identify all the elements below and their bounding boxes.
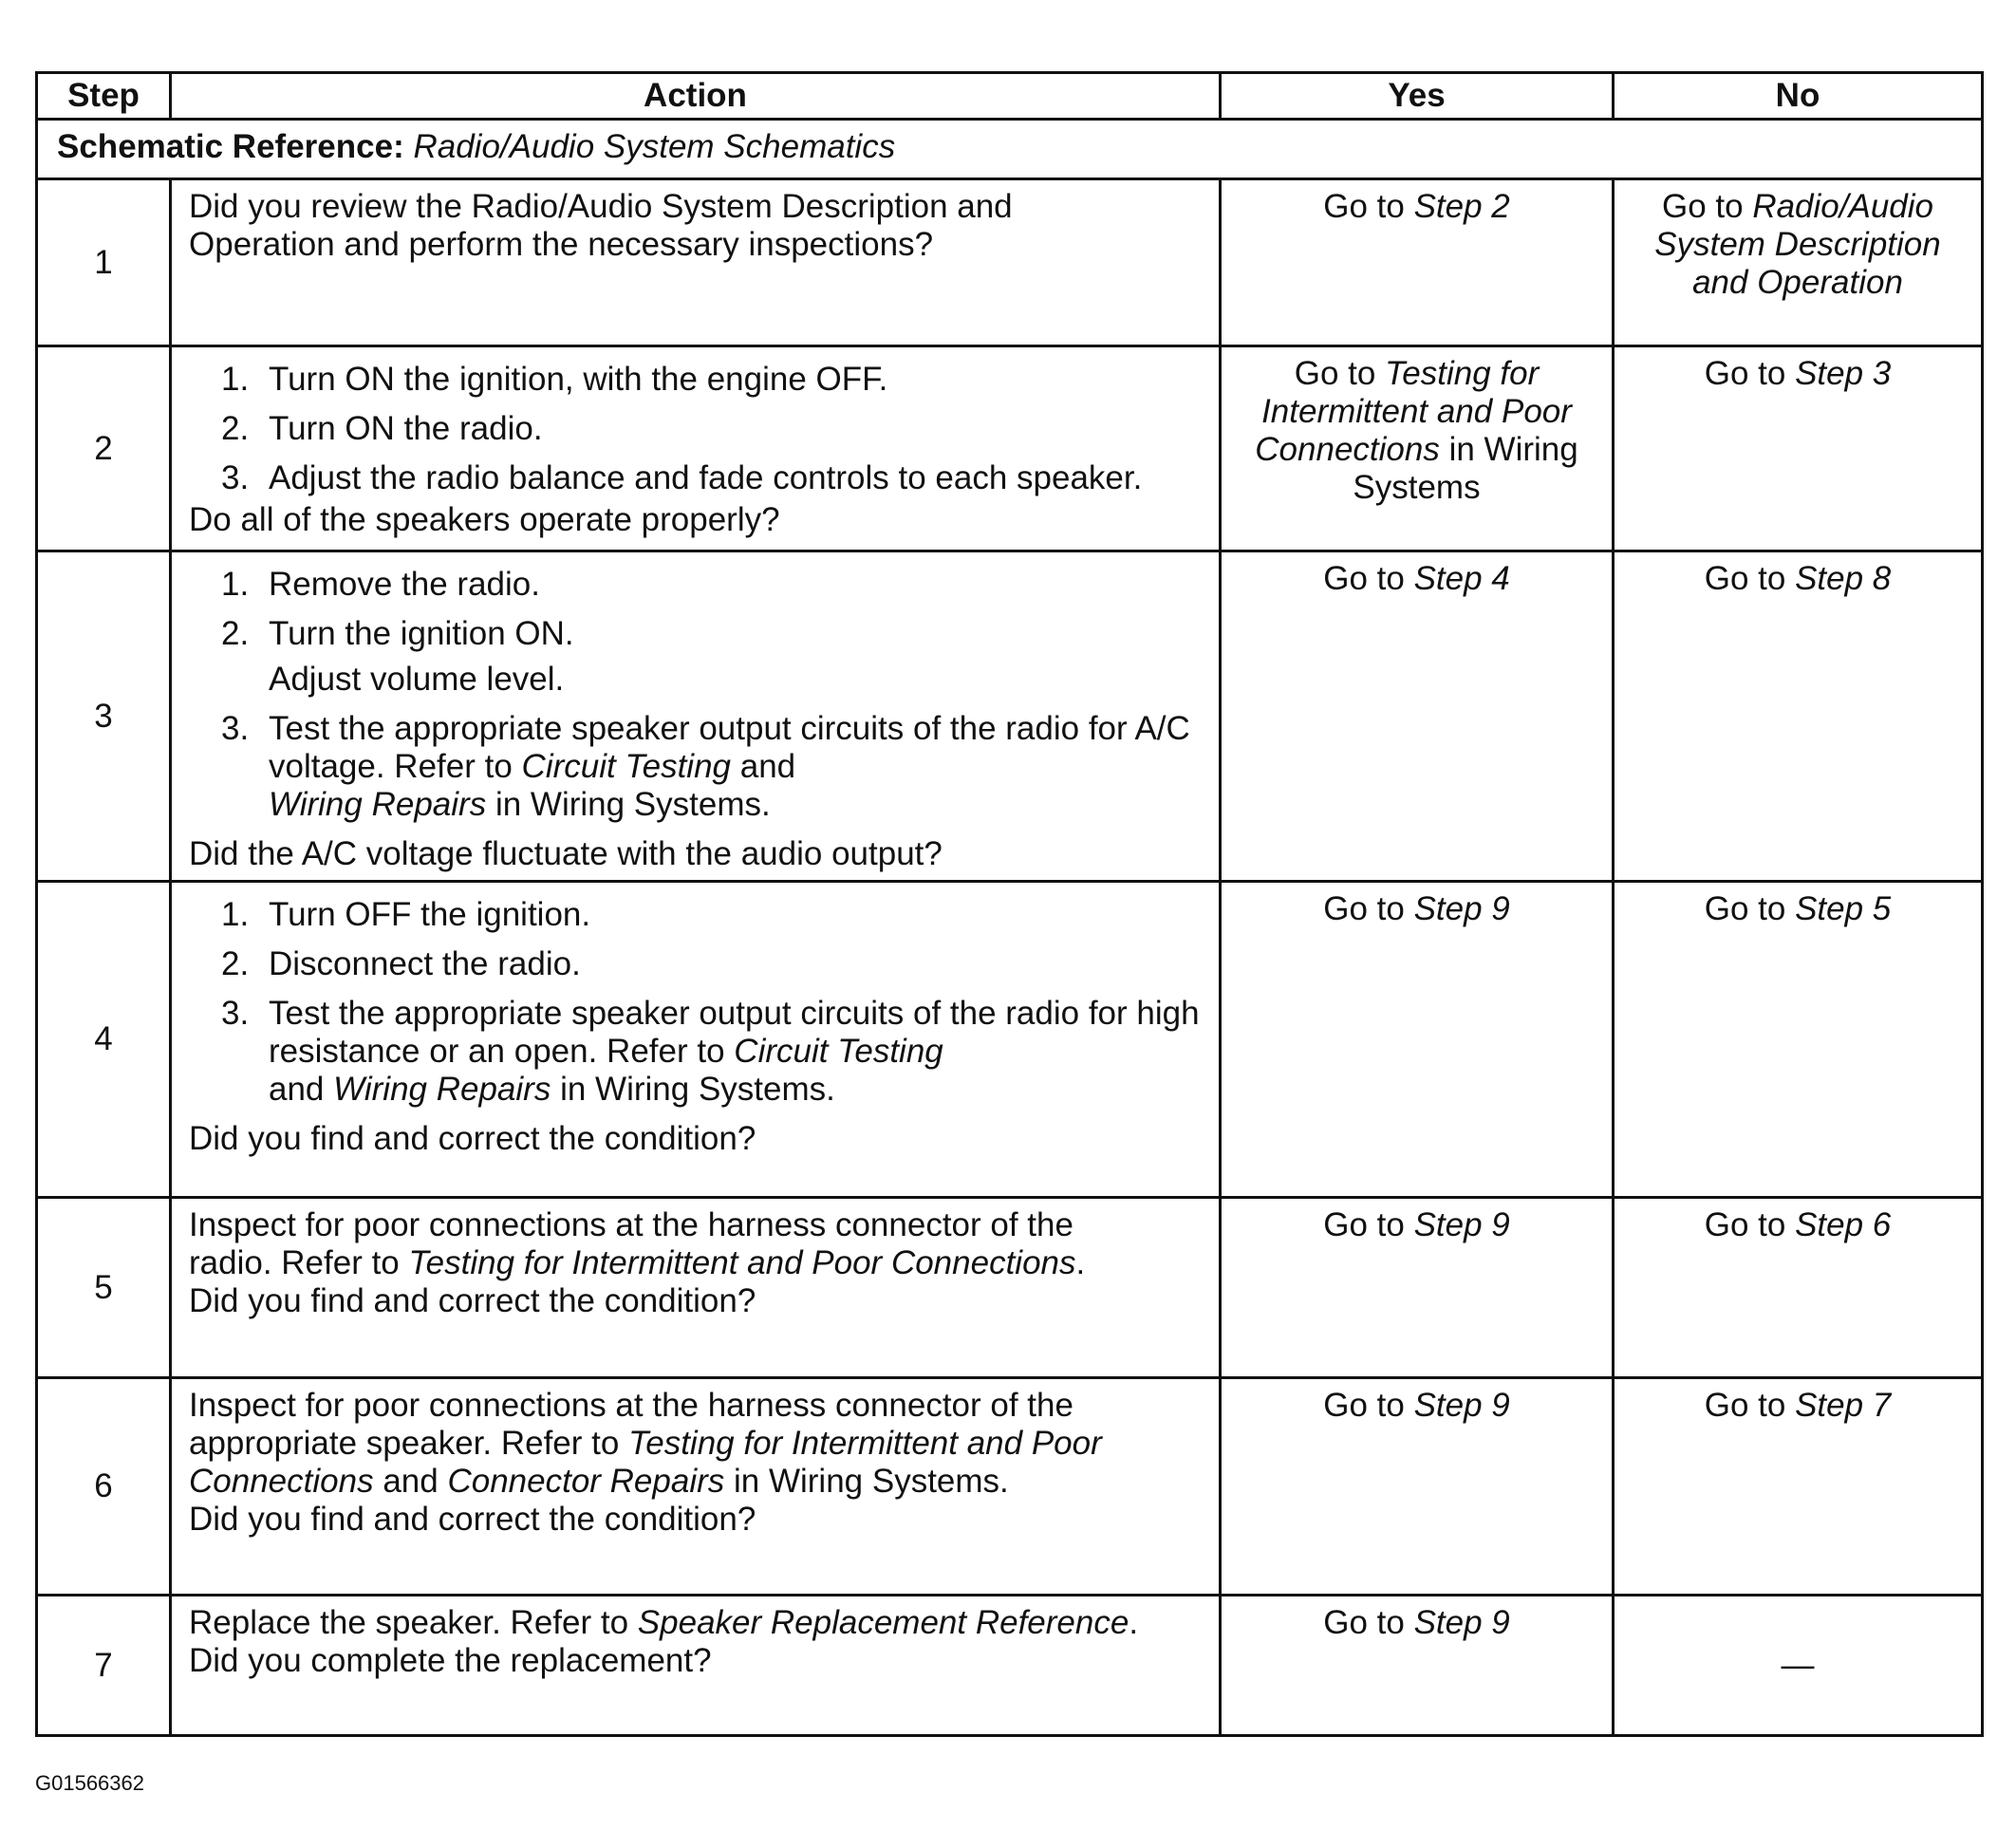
yes-cell xyxy=(1221,1378,1614,1596)
yes-cell xyxy=(1221,346,1614,551)
action-cell xyxy=(171,1198,1221,1378)
no-prefix: Go to xyxy=(1704,1387,1786,1424)
yes-cell xyxy=(1221,1596,1614,1736)
list-item: 1. Remove the radio. xyxy=(221,566,540,603)
no-prefix: Go to xyxy=(1661,188,1744,225)
list-item: 2. Turn the ignition ON. xyxy=(221,615,574,652)
link-circuit-testing[interactable]: Circuit Testing xyxy=(734,1033,943,1070)
step-number: 4 xyxy=(37,882,171,1198)
table-row xyxy=(37,1198,1983,1378)
action-text: Inspect for poor connections at the harness connector of the appropriate speaker. Refer to Testing for Intermittent and Poor Connections and Connector Repairs in Wiring Systems. xyxy=(189,1387,1102,1500)
no-dash: — xyxy=(1781,1646,1815,1684)
schematic-reference-label: Schematic Reference: xyxy=(57,128,404,165)
action-question: Do all of the speakers operate properly? xyxy=(189,501,780,538)
yes-prefix: Go to xyxy=(1323,1387,1405,1424)
action-cell xyxy=(171,346,1221,551)
no-prefix: Go to xyxy=(1704,355,1786,392)
link-testing-intermittent[interactable]: Testing for Intermittent and Poor Connections xyxy=(408,1244,1076,1281)
header-row xyxy=(37,73,1983,120)
yes-link[interactable]: Step 2 xyxy=(1413,188,1510,225)
yes-link[interactable]: Step 9 xyxy=(1413,1387,1510,1424)
table-row xyxy=(37,882,1983,1198)
list-item: 1. Turn ON the ignition, with the engine OFF. xyxy=(221,361,888,398)
yes-prefix: Go to xyxy=(1323,890,1405,927)
no-prefix: Go to xyxy=(1704,890,1786,927)
list-item: 3. Test the appropriate speaker output circuits of the radio for A/C voltage. Refer to Circuit Testing and Wiring Repairs in Wiring Systems. xyxy=(221,710,1190,823)
table-row xyxy=(37,551,1983,882)
step-number: 5 xyxy=(37,1198,171,1378)
list-item: 1. Turn OFF the ignition. xyxy=(221,896,591,933)
schematic-reference-row xyxy=(37,120,1983,179)
no-cell xyxy=(1614,882,1983,1198)
yes-prefix: Go to xyxy=(1323,560,1405,597)
header-step: Step xyxy=(37,73,171,120)
action-question: Did you find and correct the condition? xyxy=(189,1501,756,1538)
no-cell xyxy=(1614,551,1983,882)
list-item: 3. Adjust the radio balance and fade controls to each speaker. xyxy=(221,459,1143,496)
link-testing-intermittent[interactable]: Testing for Intermittent and Poor Connections xyxy=(189,1425,1102,1500)
header-no: No xyxy=(1614,73,1983,120)
action-steps xyxy=(189,560,1202,664)
action-text: Did you review the Radio/Audio System Description and xyxy=(189,188,1013,225)
header-yes: Yes xyxy=(1221,73,1614,120)
action-cell xyxy=(171,1378,1221,1596)
yes-cell xyxy=(1221,1198,1614,1378)
action-question: Did the A/C voltage fluctuate with the audio output? xyxy=(189,835,943,872)
yes-prefix: Go to xyxy=(1323,188,1405,225)
no-link[interactable]: Radio/Audio System Description and Operation xyxy=(1654,188,1941,301)
action-question: Did you complete the replacement? xyxy=(189,1642,712,1679)
step-number: 3 xyxy=(37,551,171,882)
no-cell xyxy=(1614,1198,1983,1378)
action-steps xyxy=(189,890,1202,1120)
link-connector-repairs[interactable]: Connector Repairs xyxy=(447,1463,725,1500)
yes-link[interactable]: Step 9 xyxy=(1413,1206,1510,1243)
table-row xyxy=(37,346,1983,551)
yes-prefix: Go to xyxy=(1323,1206,1405,1243)
list-item: 3. Test the appropriate speaker output circuits of the radio for high resistance or an open. Refer to Circuit Testing and Wiring Repairs in Wiring Systems. xyxy=(221,995,1200,1108)
link-wiring-repairs[interactable]: Wiring Repairs xyxy=(269,786,487,823)
no-cell xyxy=(1614,1596,1983,1736)
yes-link[interactable]: Step 4 xyxy=(1413,560,1510,597)
no-link[interactable]: Step 3 xyxy=(1795,355,1892,392)
schematic-reference xyxy=(37,120,1983,179)
no-cell xyxy=(1614,346,1983,551)
table-row xyxy=(37,1596,1983,1736)
step-number: 1 xyxy=(37,179,171,346)
no-link[interactable]: Step 5 xyxy=(1795,890,1892,927)
yes-cell xyxy=(1221,882,1614,1198)
no-cell xyxy=(1614,179,1983,346)
figure-id: G01566362 xyxy=(35,1771,144,1795)
list-item: 2. Turn ON the radio. xyxy=(221,410,543,447)
step-number: 7 xyxy=(37,1596,171,1736)
action-text: Operation and perform the necessary inspections? xyxy=(189,226,934,263)
action-steps xyxy=(189,710,1202,835)
step-number: 6 xyxy=(37,1378,171,1596)
yes-link[interactable]: Step 9 xyxy=(1413,1604,1510,1641)
yes-link[interactable]: Step 9 xyxy=(1413,890,1510,927)
step-number: 2 xyxy=(37,346,171,551)
action-cell xyxy=(171,1596,1221,1736)
action-question: Did you find and correct the condition? xyxy=(189,1120,756,1157)
link-speaker-replacement[interactable]: Speaker Replacement Reference xyxy=(637,1604,1129,1641)
action-cell xyxy=(171,179,1221,346)
header-action: Action xyxy=(171,73,1221,120)
schematic-reference-link[interactable]: Radio/Audio System Schematics xyxy=(413,128,896,165)
yes-cell xyxy=(1221,179,1614,346)
no-link[interactable]: Step 6 xyxy=(1795,1206,1892,1243)
yes-suffix: in Wiring Systems xyxy=(1353,431,1578,506)
no-link[interactable]: Step 7 xyxy=(1795,1387,1892,1424)
yes-cell xyxy=(1221,551,1614,882)
no-prefix: Go to xyxy=(1704,560,1786,597)
diagnostic-table xyxy=(35,71,1984,1737)
yes-link[interactable]: Testing for Intermittent and Poor Connections xyxy=(1255,355,1572,468)
action-question: Did you find and correct the condition? xyxy=(189,1282,756,1319)
action-steps xyxy=(189,355,1202,501)
link-circuit-testing[interactable]: Circuit Testing xyxy=(521,748,732,785)
action-cell xyxy=(171,551,1221,882)
no-cell xyxy=(1614,1378,1983,1596)
table-row xyxy=(37,1378,1983,1596)
no-link[interactable]: Step 8 xyxy=(1795,560,1892,597)
list-item: 2. Disconnect the radio. xyxy=(221,945,581,982)
link-wiring-repairs[interactable]: Wiring Repairs xyxy=(333,1071,551,1108)
no-prefix: Go to xyxy=(1704,1206,1786,1243)
list-item-sub: Adjust volume level. xyxy=(269,661,565,698)
yes-prefix: Go to xyxy=(1294,355,1376,392)
action-text: Inspect for poor connections at the harness connector of the radio. Refer to Testing for Intermittent and Poor Connections. xyxy=(189,1206,1086,1281)
table-row xyxy=(37,179,1983,346)
action-text: Replace the speaker. Refer to Speaker Replacement Reference. xyxy=(189,1604,1139,1641)
action-cell xyxy=(171,882,1221,1198)
yes-prefix: Go to xyxy=(1323,1604,1405,1641)
